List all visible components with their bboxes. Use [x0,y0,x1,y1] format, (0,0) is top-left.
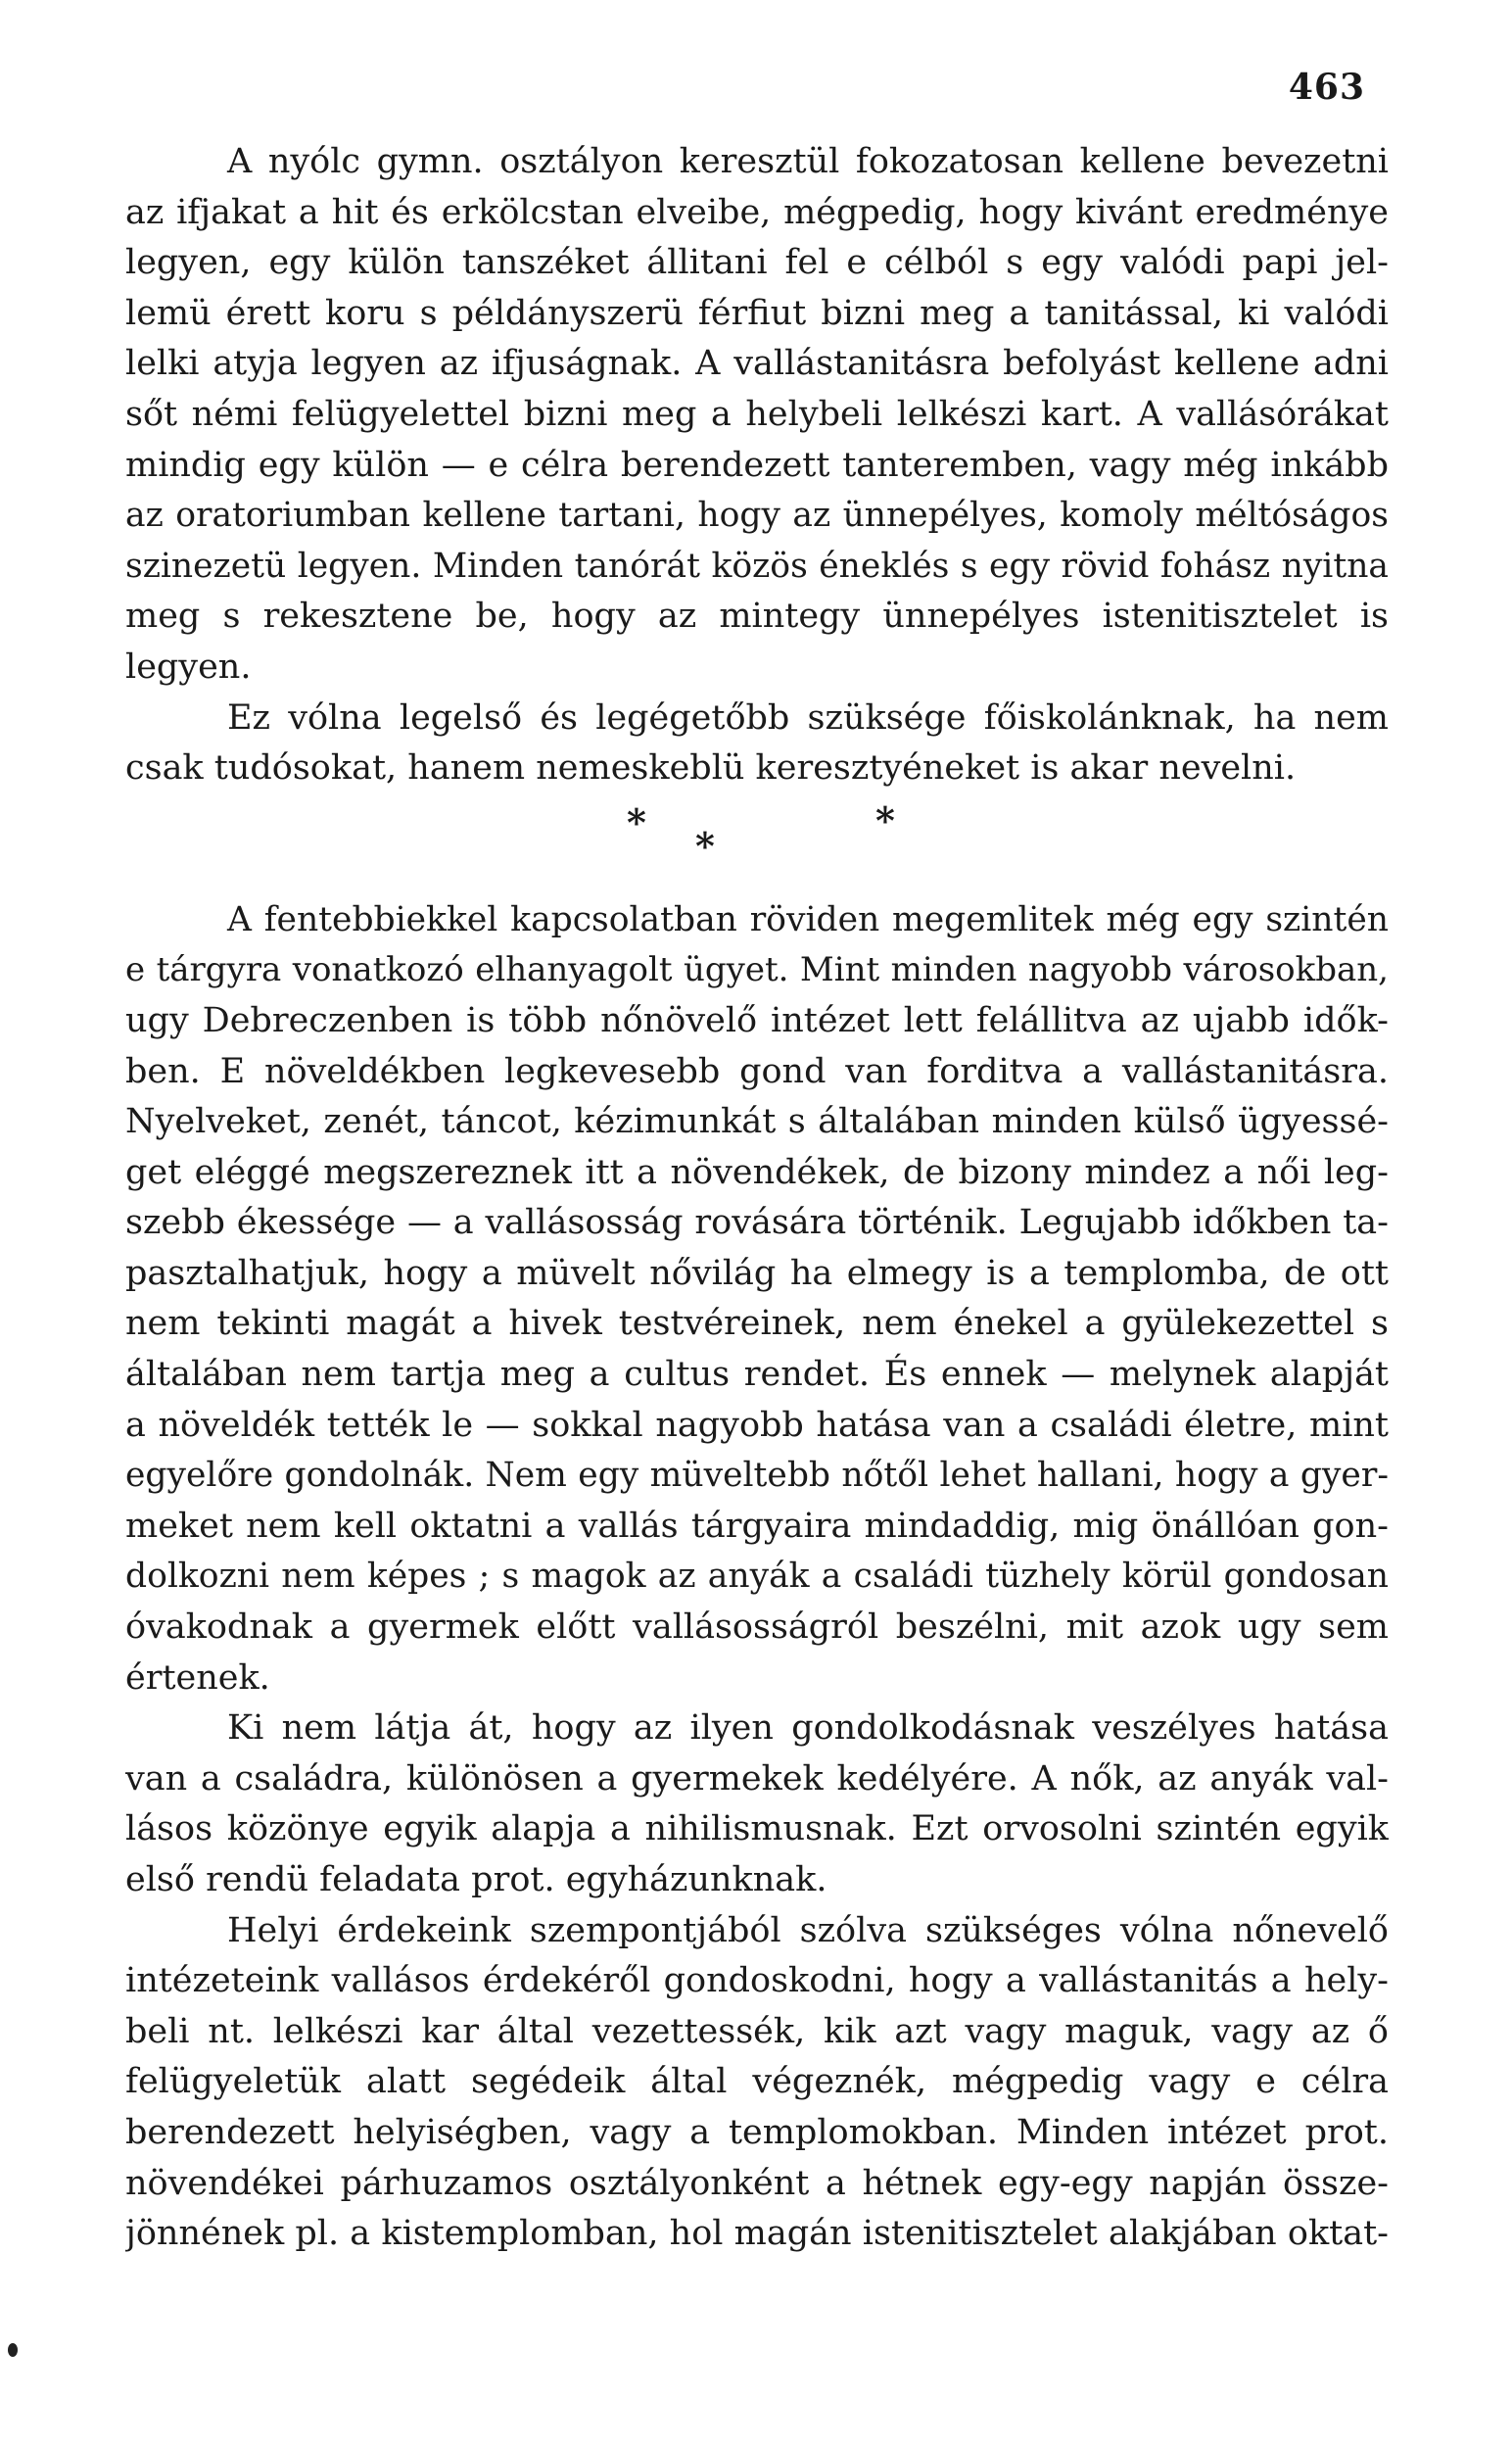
text-line: egyelőre gondolnák. Nem egy müveltebb nőtől lehet hallani, hogy a gyer- [125,1456,1389,1496]
text-line: intézeteink vallásos érdekéről gondoskodni, hogy a vallástanitás a hely- [125,1961,1389,2001]
text-line: az ifjakat a hit és erkölcstan elveibe, mégpedig, hogy kivánt eredménye [125,192,1389,232]
text-line: lelki atyja legyen az ifjuságnak. A vallástanitásra befolyást kellene adni [125,344,1389,384]
text-line: jönnének pl. a kistemplomban, hol magán istenitisztelet alakjában oktat- [125,2214,1389,2254]
text-line: csak tudósokat, hanem nemeskeblü keresztyéneket is akar nevelni. [125,748,1297,789]
text-line: szinezetü legyen. Minden tanórát közös éneklés s egy rövid fohász nyitna [125,546,1389,586]
asterisk-ornament: * [875,797,895,842]
text-line: meket nem kell oktatni a vallás tárgyaira mindaddig, mig önállóan gon- [125,1506,1389,1546]
paragraph-1 [125,137,1389,694]
text-line: a növeldék tették le — sokkal nagyobb hatása van a családi életre, mint [125,1405,1389,1445]
asterisk-ornament: * [695,823,715,868]
text-line: van a családra, különösen a gyermekek kedélyére. A nők, az anyák val- [125,1758,1389,1799]
text-line: mindig egy külön — e célra berendezett tanteremben, vagy még inkább [125,445,1389,485]
asterisk-ornament: * [627,799,646,844]
text-line: lásos közönye egyik alapja a nihilismusnak. Ezt orvosolni szintén egyik [125,1809,1389,1849]
text-line: A nyólc gymn. osztályon keresztül fokozatosan kellene bevezetni [227,142,1389,181]
text-line: ugy Debreczenben is több nőnövelő intézet lett felállitva az ujabb idők- [125,1000,1389,1040]
text-line: lemü érett koru s példányszerü férfiut bizni meg a tanitással, ki valódi [125,293,1389,333]
text-line: ben. E növeldékben legkevesebb gond van forditva a vallástanitásra. [125,1051,1389,1091]
text-line: nem tekinti magát a hivek testvéreinek, nem énekel a gyülekezettel s [125,1304,1389,1344]
page-body [125,137,1389,2260]
text-line: felügyeletük alatt segédeik által végeznék, mégpedig vagy e célra [125,2062,1389,2102]
scan-speck-mark [8,2343,18,2357]
text-line: első rendü feladata prot. egyházunknak. [125,1860,827,1899]
text-line: beli nt. lelkészi kar által vezettessék, kik azt vagy maguk, vagy az ő [125,2011,1389,2051]
page-number: 463 [1288,67,1365,108]
paragraph-3 [125,895,1389,1704]
text-line: Ki nem látja át, hogy az ilyen gondolkodásnak veszélyes hatása [227,1708,1389,1749]
text-line: berendezett helyiségben, vagy a templomokban. Minden intézet prot. [125,2112,1389,2152]
paragraph-2 [125,694,1389,794]
text-line: az oratoriumban kellene tartani, hogy az ünnepélyes, komoly méltóságos [125,496,1389,536]
text-line: Helyi érdekeink szempontjából szólva szükséges vólna nőnevelő [227,1910,1389,1950]
section-separator [125,794,1389,895]
text-line: meg s rekesztene be, hogy az mintegy ünnepélyes istenitisztelet is [125,597,1389,637]
text-line: pasztalhatjuk, hogy a müvelt nővilág ha elmegy is a templomba, de ott [125,1253,1389,1293]
text-line: szebb ékessége — a vallásosság rovására történik. Legujabb időkben ta- [125,1203,1389,1243]
text-line: értenek. [125,1657,270,1698]
text-line: get eléggé megszereznek itt a növendékek, de bizony mindez a női leg- [125,1152,1389,1192]
text-line: A fentebbiekkel kapcsolatban röviden megemlitek még egy szintén [227,899,1389,939]
text-line: legyen. [125,647,252,687]
text-line: óvakodnak a gyermek előtt vallásosságról beszélni, mit azok ugy sem [125,1607,1389,1648]
text-line: növendékei párhuzamos osztályonként a hétnek egy-egy napján össze- [125,2163,1389,2203]
text-line: sőt némi felügyelettel bizni meg a helybeli lelkészi kart. A vallásórákat [125,394,1389,434]
paragraph-4 [125,1703,1389,1905]
text-line: e tárgyra vonatkozó elhanyagolt ügyet. Mint minden nagyobb városokban, [125,950,1389,990]
text-line: Ez vólna legelső és legégetőbb szüksége főiskolánknak, ha nem [227,697,1389,738]
text-line: Nyelveket, zenét, táncot, kézimunkát s általában minden külső ügyessé- [125,1102,1389,1142]
text-line: általában nem tartja meg a cultus rendet. És ennek — melynek alapját [125,1355,1389,1395]
paragraph-5 [125,1906,1389,2260]
text-line: legyen, egy külön tanszéket állitani fel e célból s egy valódi papi jel- [125,243,1389,283]
text-line: dolkozni nem képes ; s magok az anyák a családi tüzhely körül gondosan [125,1557,1389,1597]
